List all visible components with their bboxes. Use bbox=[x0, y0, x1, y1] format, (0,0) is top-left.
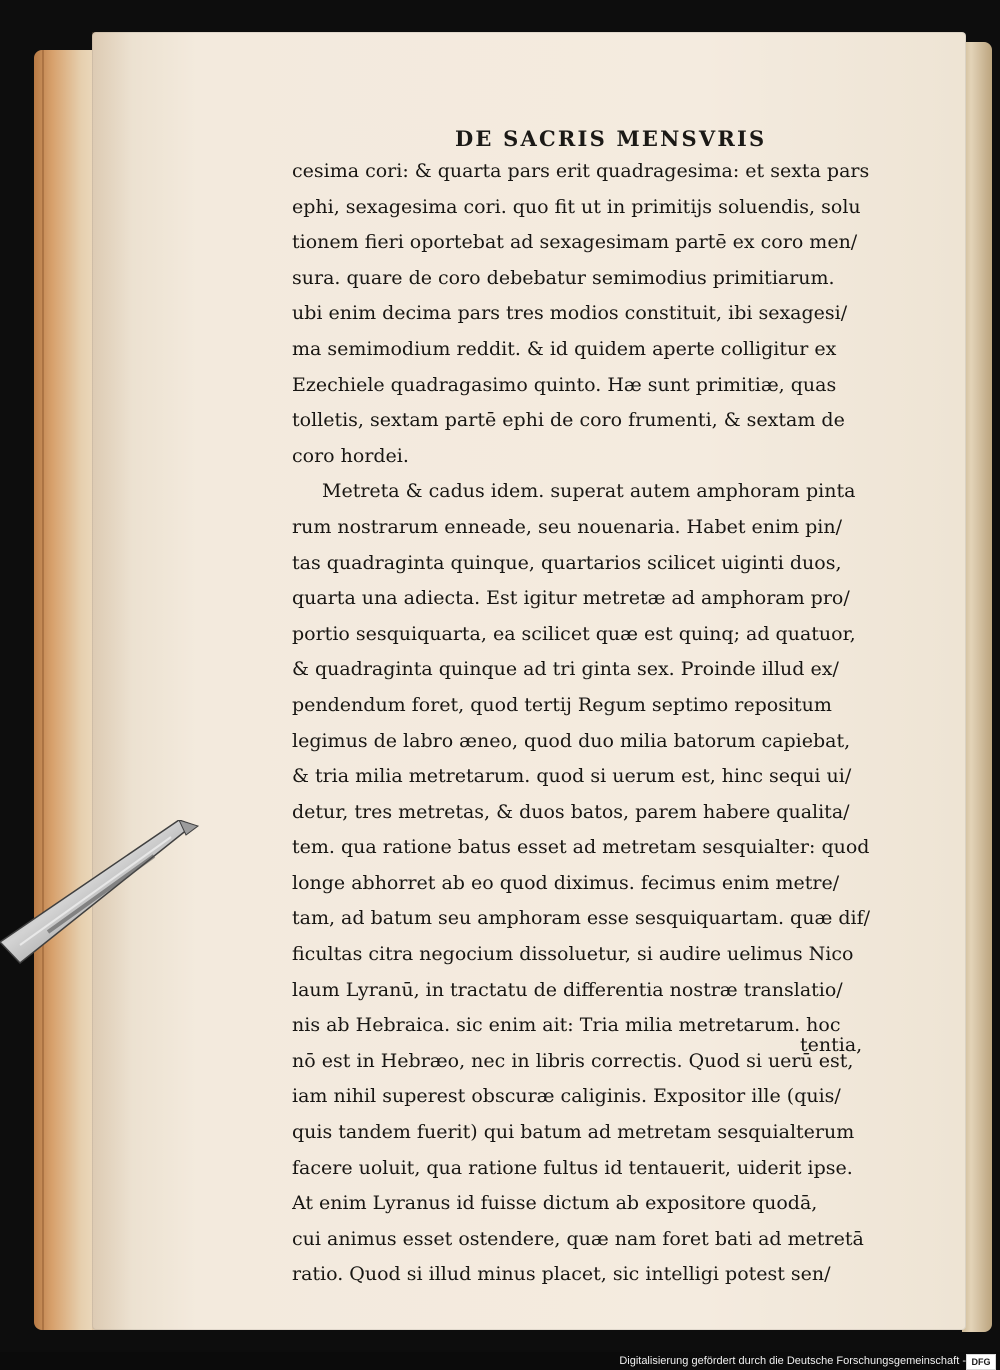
text-line: cesima cori: & quarta pars erit quadragesima: et sexta pars bbox=[292, 160, 870, 182]
text-line: & quadraginta quinque ad tri ginta sex. Proinde illud ex/ bbox=[292, 658, 839, 681]
text-line: At enim Lyranus id fuisse dictum ab expositore quodā, bbox=[292, 1192, 818, 1215]
text-block bbox=[292, 154, 918, 1293]
pointer-pen-icon bbox=[0, 820, 205, 970]
text-line: & tria milia metretarum. quod si uerum est, hinc sequi ui/ bbox=[292, 765, 852, 788]
text-line: Metreta & cadus idem. superat autem amphoram pinta bbox=[322, 480, 856, 503]
text-line: iam nihil superest obscuræ caliginis. Expositor ille (quis/ bbox=[292, 1085, 841, 1108]
text-line: laum Lyranū, in tractatu de differentia nostræ translatio/ bbox=[292, 978, 843, 1001]
book-right-edge bbox=[962, 42, 992, 1332]
text-line: nō est in Hebræo, nec in libris correctis. Quod si uerū est, bbox=[292, 1049, 854, 1072]
text-line: cui animus esset ostendere, quæ nam foret bati ad metretā bbox=[292, 1227, 864, 1250]
text-line: rum nostrarum enneade, seu nouenaria. Habet enim pin/ bbox=[292, 515, 843, 538]
text-line: longe abhorret ab eo quod diximus. fecimus enim metre/ bbox=[292, 871, 840, 894]
text-line: nis ab Hebraica. sic enim ait: Tria milia metretarum. hoc bbox=[292, 1014, 841, 1037]
text-line: tionem fieri oportebat ad sexagesimam partē ex coro men/ bbox=[292, 231, 858, 254]
text-line: coro hordei. bbox=[292, 444, 409, 467]
text-line: ratio. Quod si illud minus placet, sic intelligi potest sen/ bbox=[292, 1263, 831, 1286]
text-line: sura. quare de coro debebatur semimodius primitiarum. bbox=[292, 266, 835, 289]
catchword: tentia, bbox=[800, 1034, 863, 1056]
funding-credit: Digitalisierung gefördert durch die Deutsche Forschungsgemeinschaft - bbox=[619, 1355, 966, 1367]
text-line: portio sesquiquarta, ea scilicet quæ est quinq; ad quatuor, bbox=[292, 622, 856, 645]
text-line: quis tandem fuerit) qui batum ad metretam sesquialterum bbox=[292, 1121, 855, 1144]
text-line: tem. qua ratione batus esset ad metretam sesquialter: quod bbox=[292, 836, 870, 859]
text-line: facere uoluit, qua ratione fultus id tentauerit, uiderit ipse. bbox=[292, 1156, 853, 1179]
running-head: DE SACRIS MENSVRIS bbox=[455, 126, 767, 151]
text-line: ephi, sexagesima cori. quo fit ut in primitijs soluendis, solu bbox=[292, 195, 861, 218]
text-line: tolletis, sextam partē ephi de coro frumenti, & sextam de bbox=[292, 409, 845, 432]
text-line: legimus de labro æneo, quod duo milia batorum capiebat, bbox=[292, 729, 851, 752]
text-line: ma semimodium reddit. & id quidem aperte colligitur ex bbox=[292, 337, 837, 360]
text-line: tas quadraginta quinque, quartarios scilicet uiginti duos, bbox=[292, 551, 842, 574]
text-line: detur, tres metretas, & duos batos, parem habere qualita/ bbox=[292, 800, 850, 823]
dfg-logo: DFG bbox=[966, 1354, 996, 1370]
text-line: pendendum foret, quod tertij Regum septimo repositum bbox=[292, 693, 832, 716]
text-line: ubi enim decima pars tres modios constituit, ibi sexagesi/ bbox=[292, 302, 848, 325]
text-line: ficultas citra negocium dissoluetur, si audire uelimus Nico bbox=[292, 943, 854, 966]
text-line: tam, ad batum seu amphoram esse sesquiquartam. quæ dif/ bbox=[292, 907, 871, 930]
text-line: quarta una adiecta. Est igitur metretæ ad amphoram pro/ bbox=[292, 587, 850, 610]
text-line: Ezechiele quadragasimo quinto. Hæ sunt primitiæ, quas bbox=[292, 373, 837, 396]
